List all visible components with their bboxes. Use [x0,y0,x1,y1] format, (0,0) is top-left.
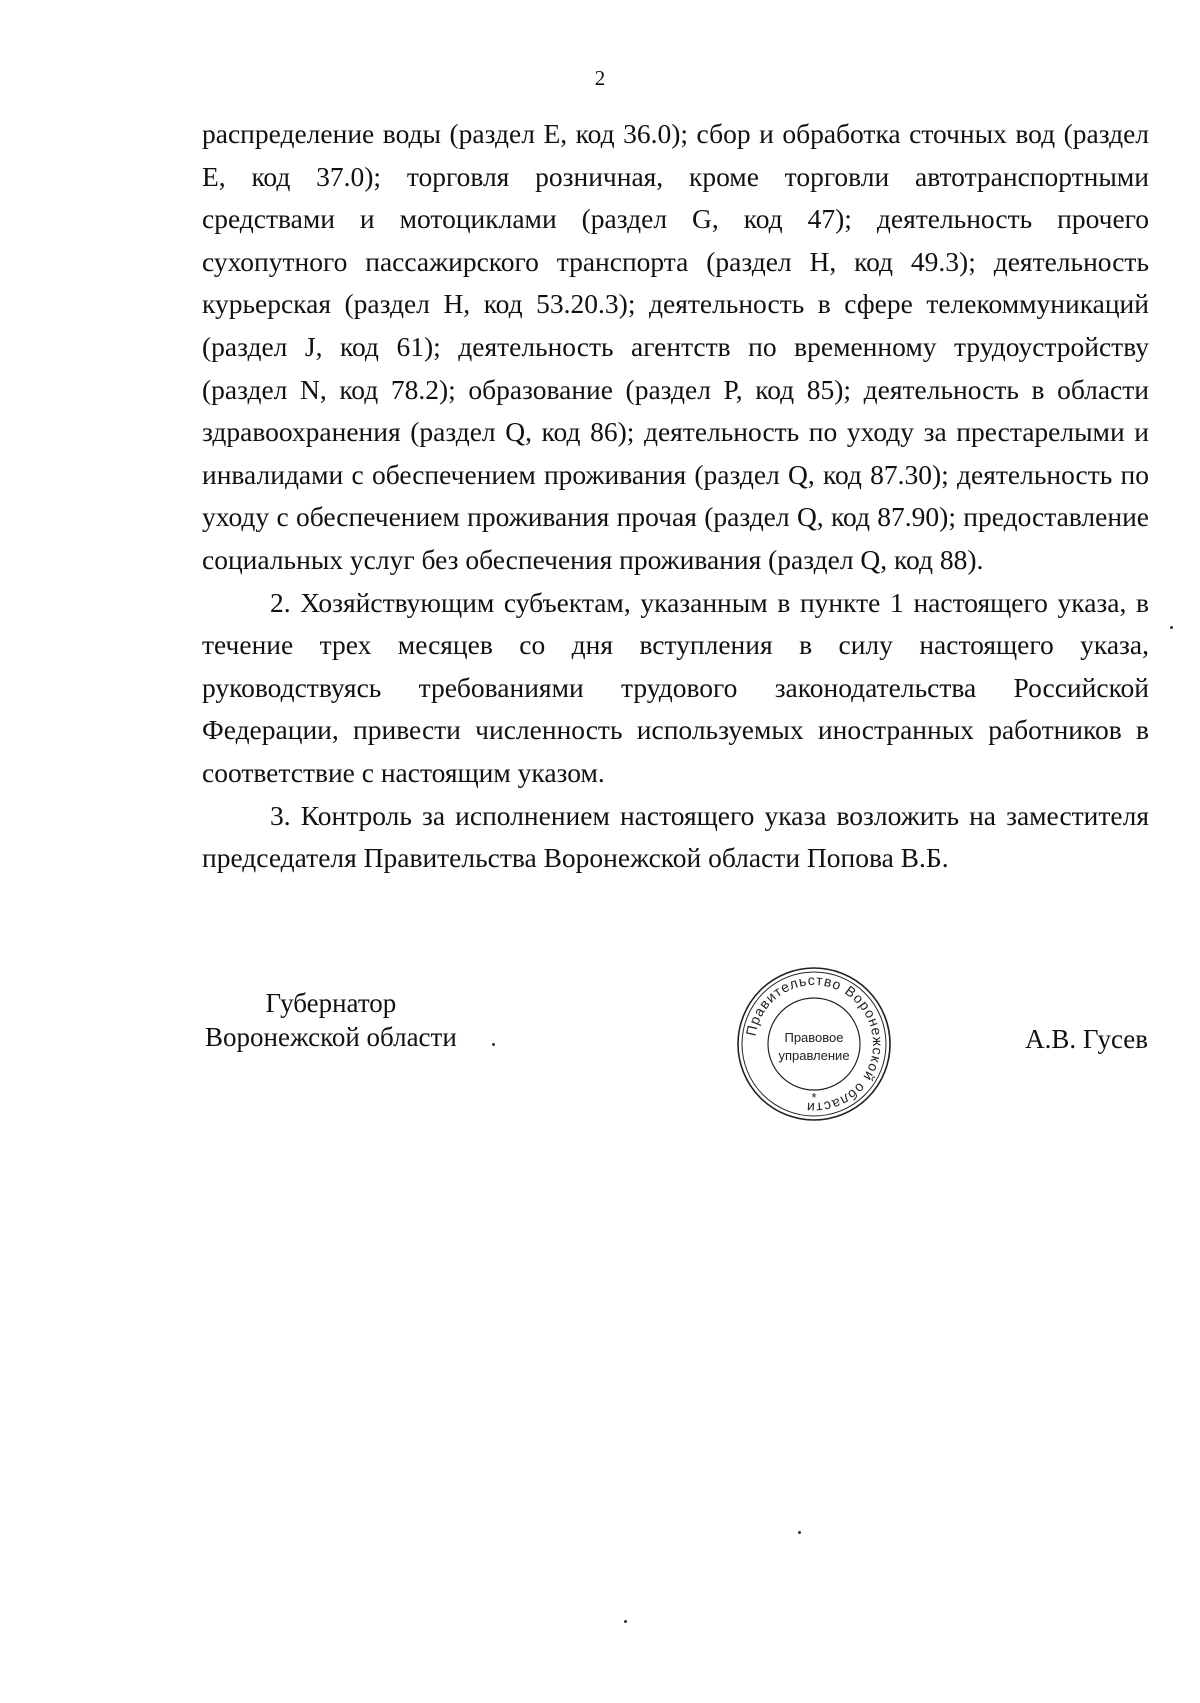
seal-inner-line2: управление [778,1048,850,1063]
scan-speck [492,1043,495,1046]
seal-star: * [811,1090,817,1105]
seal-inner-line1: Правовое [784,1030,844,1045]
paragraph-continuation: распределение воды (раздел E, код 36.0); сбор и обработка сточных вод (раздел E, код 37.0); торговля розничная, кроме торговли автотранспортными средствами и мотоциклами (раздел G, код 47); деятельность прочего сухопутного пассажирского транспорта (раздел H, код 49.3); деятельность курьерская (раздел H, код 53.20.3); деятельность в сфере телекоммуникаций (раздел J, код 61); деятельность агентств по временному трудоустройству (раздел N, код 78.2); образование (раздел P, код 85); деятельность в области здравоохранения (раздел Q, код 86); деятельность по уходу за престарелыми и инвалидами с обеспечением проживания (раздел Q, код 87.30); деятельность по уходу с обеспечением проживания прочая (раздел Q, код 87.90); предоставление социальных услуг без обеспечения проживания (раздел Q, код 88). [202,118,1149,575]
official-seal [734,964,894,1124]
signatory-title-line2: Воронежской области [205,1022,457,1052]
page-number: 2 [594,66,606,90]
paragraph-item-3: 3. Контроль за исполнением настоящего указа возложить на заместителя председателя Правительства Воронежской области Попова В.Б. [202,799,1149,874]
scan-speck [798,1531,801,1534]
signatory-title [205,986,457,1054]
scan-speck [1170,626,1173,629]
signatory-name: А.В. Гусев [1025,1024,1148,1054]
seal-outer-text: Правительство Воронежской области [742,971,887,1117]
scan-speck [624,1620,627,1623]
document-body [202,113,1149,880]
paragraph-item-2: 2. Хозяйствующим субъектам, указанным в пункте 1 настоящего указа, в течение трех месяцев со дня вступления в силу настоящего указа, руководствуясь требованиями трудового законодательства Российской Федерации, привести численность используемых иностранных работников в соответствие с настоящим указом. [202,586,1149,788]
signatory-title-line1: Губернатор [265,988,397,1018]
